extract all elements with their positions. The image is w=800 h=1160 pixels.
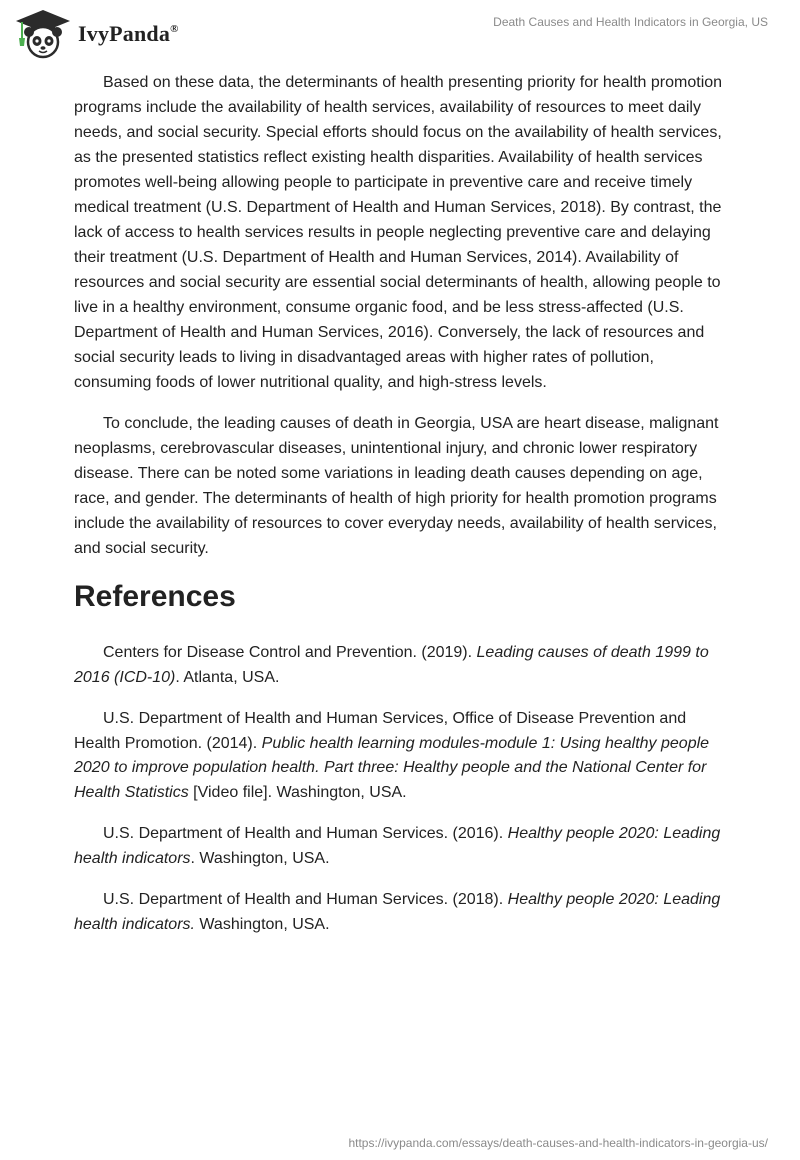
- page-header: [0, 0, 800, 70]
- source-url[interactable]: https://ivypanda.com/essays/death-causes-and-health-indicators-in-georgia-us/: [348, 1136, 768, 1150]
- body-paragraph: Based on these data, the determinants of health presenting priority for health promotion programs include the availability of health services, availability of resources to meet daily needs, and social security. Special efforts should focus on the availability of health services, as the presented statistics reflect existing health disparities. Availability of health services promotes well-being allowing people to participate in preventive care and receive timely medical treatment (U.S. Department of Health and Human Services, 2018). By contrast, the lack of access to health services results in people neglecting preventive care and delaying their treatment (U.S. Department of Health and Human Services, 2014). Availability of resources and social security are essential social determinants of health, allowing people to live in a healthy environment, consume organic food, and be less stress-affected (U.S. Department of Health and Human Services, 2016). Conversely, the lack of resources and social security leads to living in disadvantaged areas with higher rates of pollution, consuming foods of lower nutritional quality, and high-stress levels.: [74, 74, 723, 391]
- document-title: Death Causes and Health Indicators in Georgia, US: [493, 15, 768, 29]
- body-paragraph: To conclude, the leading causes of death in Georgia, USA are heart disease, malignant neoplasms, cerebrovascular diseases, unintentional injury, and chronic lower respiratory disease. There can be noted some variations in leading death causes depending on age, race, and gender. The determinants of health of high priority for health promotion programs include the availability of resources to cover everyday needs, availability of health services, and social security.: [74, 415, 719, 557]
- reference-item: U.S. Department of Health and Human Services, Office of Disease Prevention and Health Promotion. (2014). Public health learning modules-module 1: Using healthy people 2020 to improve population health. Part three: Healthy people and the National Center for Health Statistics [Video file]. Washington, USA.: [74, 710, 710, 801]
- brand-name: IvyPanda®: [78, 21, 179, 46]
- article-body: [74, 70, 734, 954]
- reference-item: Centers for Disease Control and Prevention. (2019). Leading causes of death 1999 to 2016 (ICD-10). Atlanta, USA.: [74, 644, 709, 686]
- reference-item: U.S. Department of Health and Human Services. (2016). Healthy people 2020: Leading health indicators. Washington, USA.: [74, 825, 721, 867]
- brand-logo[interactable]: [14, 8, 179, 60]
- reference-item: U.S. Department of Health and Human Services. (2018). Healthy people 2020: Leading health indicators. Washington, USA.: [74, 891, 721, 933]
- panda-graduate-icon: [14, 8, 72, 60]
- references-heading: References: [74, 580, 236, 613]
